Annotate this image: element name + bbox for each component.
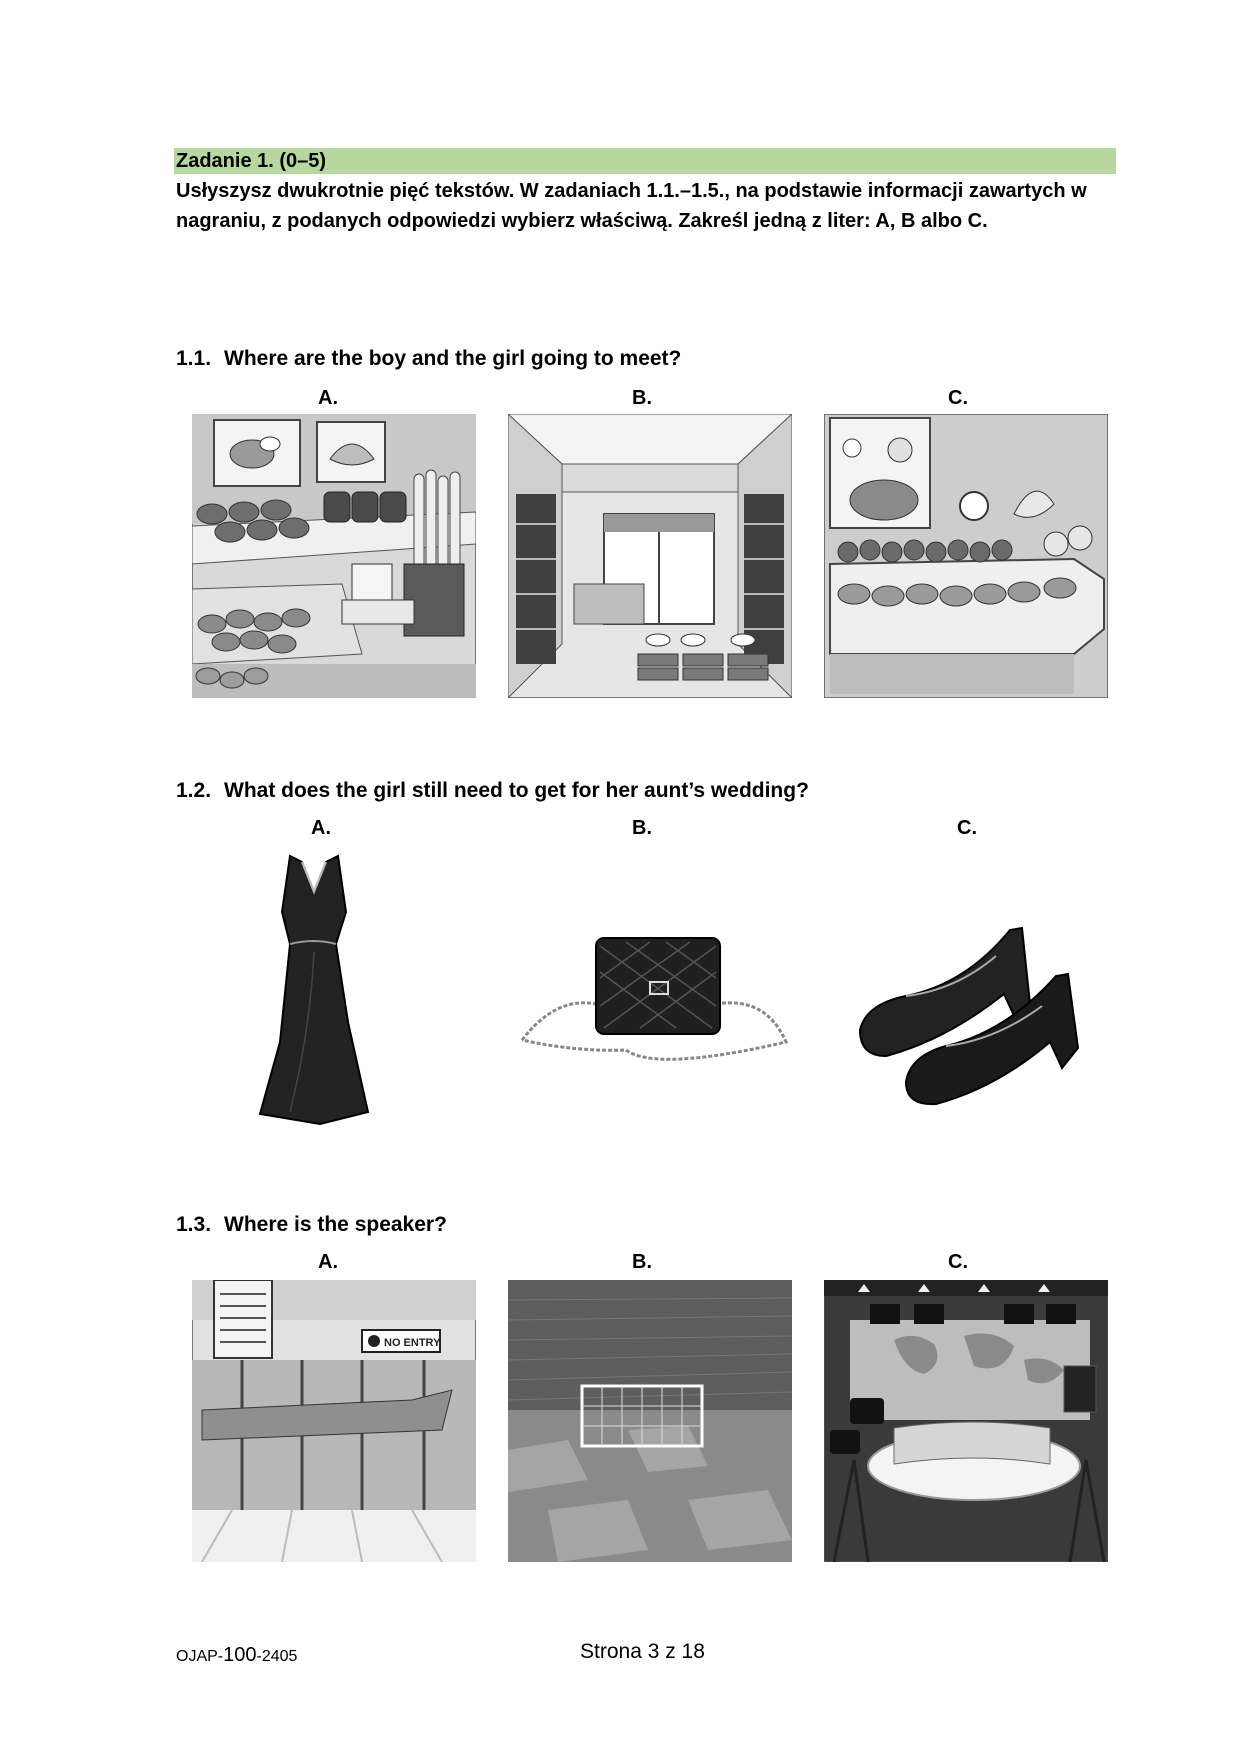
option-label-1-1-b[interactable]: B.: [632, 387, 652, 409]
bookshop-icon: [508, 414, 792, 698]
question-number: 1.3.: [176, 1213, 212, 1236]
exam-code-suffix: -2405: [256, 1648, 298, 1665]
option-label-1-3-b[interactable]: B.: [632, 1251, 652, 1273]
option-label-1-1-c[interactable]: C.: [948, 387, 968, 409]
dress-icon: [250, 852, 380, 1126]
handbag-icon: [516, 932, 792, 1064]
question-text: What does the girl still need to get for her aunt’s wedding?: [224, 779, 809, 802]
question-1-1: [176, 346, 681, 372]
airport-icon: [192, 1280, 476, 1562]
question-text: Where are the boy and the girl going to meet?: [224, 347, 682, 370]
option-label-1-2-a[interactable]: A.: [311, 817, 331, 839]
task-header: [174, 148, 1116, 174]
page-number: Strona 3 z 18: [580, 1640, 705, 1663]
option-label-1-2-c[interactable]: C.: [957, 817, 977, 839]
option-label-1-3-a[interactable]: A.: [318, 1251, 338, 1273]
shoes-icon: [846, 920, 1096, 1120]
bakery-icon: [192, 414, 476, 698]
no-entry-sign-text: NO ENTRY: [384, 1337, 441, 1349]
task-title: Zadanie 1. (0–5): [176, 150, 327, 172]
exam-code-prefix: OJAP-: [176, 1648, 224, 1665]
question-1-3: [176, 1212, 447, 1238]
question-1-2: [176, 778, 809, 804]
exam-code-main: 100: [223, 1644, 257, 1666]
question-number: 1.2.: [176, 779, 212, 802]
question-number: 1.1.: [176, 347, 212, 370]
option-label-1-2-b[interactable]: B.: [632, 817, 652, 839]
exam-code: [176, 1644, 297, 1667]
stadium-icon: [508, 1280, 792, 1562]
tv-studio-icon: [824, 1280, 1108, 1562]
option-label-1-3-c[interactable]: C.: [948, 1251, 968, 1273]
question-text: Where is the speaker?: [224, 1213, 447, 1236]
option-label-1-1-a[interactable]: A.: [318, 387, 338, 409]
task-instructions: Usłyszysz dwukrotnie pięć tekstów. W zadaniach 1.1.–1.5., na podstawie informacji zawartych w nagraniu, z podanych odpowiedzi wybierz właściwą. Zakreśl jedną z liter: A, B albo C.: [176, 180, 1087, 232]
greengrocer-icon: [824, 414, 1108, 698]
